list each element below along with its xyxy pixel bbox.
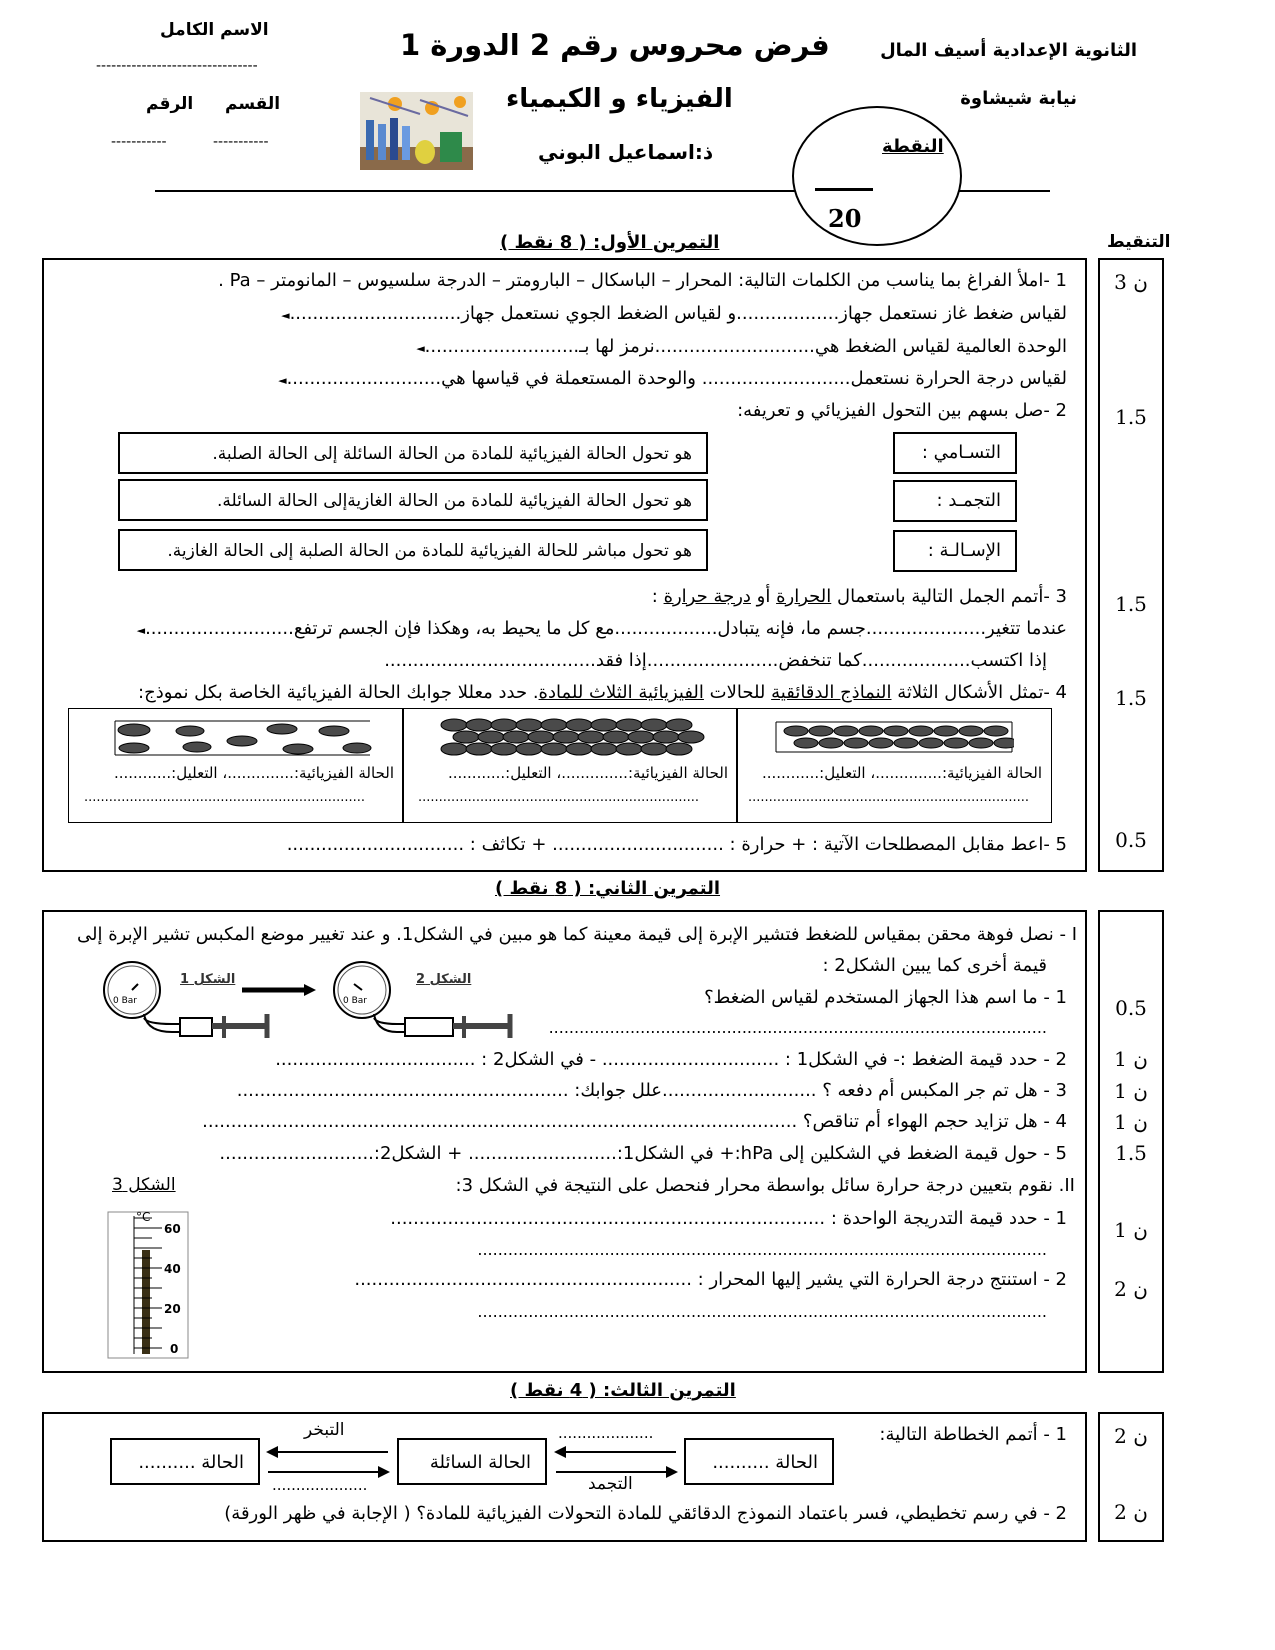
solid-particle [616,743,642,755]
solid-particle [578,731,604,743]
liquid-particle [844,738,868,748]
ex3-q2: 2 - في رسم تخطيطي، فسر باعتماد النموذج الدقائقي للمادة التحولات الفيزيائية للمادة؟ ( الإجابة في ظهر الورقة) [224,1503,1067,1524]
therm-unit: °C [136,1210,151,1224]
liquid-particle [944,738,968,748]
solid-particle [541,719,567,731]
number-blank[interactable]: ----------- [111,134,167,150]
ex1-q1-c [270,368,1067,389]
ex1-q3-word-temperature: درجة حرارة [663,586,751,607]
lab-illustration [360,92,473,170]
ex1-q3-a [129,618,1067,639]
solid-cell-label: الحالة الفيزيائية:..............، التعليل:............ [447,764,728,782]
ex2-q4: 4 - هل تزايد حجم الهواء أم تناقص؟ ........................................................................................................ [202,1111,1067,1132]
fig3-label: الشكل 3 [112,1175,176,1195]
state-box-liquid: الحالة السائلة [397,1438,547,1485]
grading-column-title: التنقيط [1107,232,1171,252]
therm-tick-20: 20 [164,1302,181,1316]
teacher-name: ذ:اسماعيل البوني [538,140,714,164]
number-label: الرقم [146,94,194,114]
liquid-particle [819,738,843,748]
ex2-q1: 1 - ما اسم هذا الجهاز المستخدم لقياس الضغط؟ [704,987,1067,1008]
ex1-q1-a [273,303,1067,324]
ex1-score-3: 1.5 [1115,592,1147,616]
section-blank[interactable]: ----------- [213,134,269,150]
gas-model [112,718,374,758]
liquid-particle [884,726,908,736]
ex1-q4 [138,682,1067,703]
solid-particle [466,743,492,755]
gauge1-unit: 0 Bar [113,996,137,1006]
therm-tick-40: 40 [164,1262,181,1276]
ex1-title: التمرين الأول: ( 8 نقط ) [500,232,720,253]
liquid-particle [919,738,943,748]
definition-3[interactable]: هو تحول مباشر للحالة الفيزيائية للمادة من الحالة الصلبة إلى الحالة الغازية. [118,529,708,571]
solid-particle [478,731,504,743]
ex2-score-1: 0.5 [1115,996,1147,1020]
solid-particle [678,731,704,743]
ex1-q1: 1 -املأ الفراغ بما يناسب من الكلمات التالية: المحرار – الباسكال – البارومتر – الدرجة سلسيوس – المانومتر – Pa . [218,270,1067,291]
liquid-particle [909,726,933,736]
ex1-q4-underline-1: النماذج الدقائقية [771,682,892,703]
bullet-icon: ◄ [278,374,287,387]
liquid-particle [834,726,858,736]
ex1-q4-underline-2: الفيزيائية الثلاث للمادة [538,682,704,703]
ex1-score-5: 0.5 [1115,828,1147,852]
solid-particle [528,731,554,743]
liquid-particle [784,726,808,736]
gas-cell-label: الحالة الفيزيائية:..............، التعليل:............ [113,764,394,782]
ex2-part2: II. نقوم بتعيين درجة حرارة سائل بواسطة محرار فنحصل على النتيجة في الشكل 3: [455,1175,1075,1196]
blank-upper[interactable]: .................... [558,1424,654,1442]
term-solidification[interactable]: التجمـد : [893,480,1017,522]
ex2-intro-a: I - نصل فوهة محقن بمقياس للضغط فتشير الإبرة إلى قيمة معينة كما هو مبين في الشكل1. و عند تغيير موضع المكبس تشير الإبرة إلى [77,924,1077,945]
ex1-q5: 5 -اعط مقابل المصطلحات الآتية : + حرارة : .............................. + تكاثف : ............................... [286,834,1067,855]
solid-particle [591,743,617,755]
solid-particle [516,719,542,731]
fig2-label: الشكل 2 [416,972,472,987]
ex2-p2-q2-answer[interactable]: ................................................................................................................ [477,1302,1047,1321]
solid-particle [553,731,579,743]
fig1-label: الشكل 1 [180,972,236,987]
directorate: نيابة شيشاوة [960,88,1077,109]
gauge2-unit: 0 Bar [343,996,367,1006]
liquid-particle [969,738,993,748]
ex1-score-2: 1.5 [1115,405,1147,429]
solid-particle [591,719,617,731]
solid-particle [666,719,692,731]
ex1-q4-pre: 4 -تمثل الأشكال الثلاثة [891,682,1067,703]
grade-circle [792,106,962,246]
ex1-q4-mid: للحالات [703,682,772,703]
ex1-q1-b [408,336,1067,357]
liquid-particle [809,726,833,736]
solid-particle [503,731,529,743]
ex1-q1-c-text: لقياس درجة الحرارة نستعمل.......................... والوحدة المستعملة في قياسها هي........................... [286,368,1067,389]
solid-particle [628,731,654,743]
exam-title: فرض محروس رقم 2 الدورة 1 [400,28,830,62]
gas-cell-dots[interactable]: .................................................................... [84,790,365,805]
state-box-left[interactable]: الحالة .......... [110,1438,260,1485]
ex2-score-5: 1.5 [1115,1141,1147,1165]
solid-particle [491,719,517,731]
ex1-q1-a-text: لقياس ضغط غاز نستعمل جهاز..................و لقياس الضغط الجوي نستعمل جهاز.............................. [289,303,1067,324]
school-name: الثانوية الإعدادية أسيف المال [880,40,1137,61]
blank-lower[interactable]: .................... [272,1476,368,1494]
bullet-icon: ◄ [136,624,146,637]
liquid-particle [859,726,883,736]
definition-1[interactable]: هو تحول الحالة الفيزيائية للمادة من الحالة السائلة إلى الحالة الصلبة. [118,432,708,474]
liquid-particle [994,738,1014,748]
liquid-particle [894,738,918,748]
evaporation-label: التبخر [304,1420,345,1440]
solid-particle [466,719,492,731]
ex2-intro-b: قيمة أخرى كما يبين الشكل2 : [822,955,1047,976]
models-divider-1 [402,708,404,823]
liquid-cell-dots[interactable]: .................................................................... [748,790,1029,805]
solid-particle [441,743,467,755]
solid-particle [541,743,567,755]
liquid-particle [869,738,893,748]
liquid-model [774,720,1014,754]
ex1-q2: 2 -صل بسهم بين التحول الفيزيائي و تعريفه: [737,400,1067,421]
solid-particle [491,743,517,755]
ex2-q5: 5 - حول قيمة الضغط في الشكلين إلى hPa:+ في الشكل1:.......................... + الشكل2:........................... [219,1143,1067,1164]
ex3-title: التمرين الثالث: ( 4 نقط ) [510,1380,736,1401]
therm-tick-60: 60 [164,1222,181,1236]
solid-particle [641,743,667,755]
ex2-p2-q1: 1 - حدد قيمة التدريجة الواحدة : ............................................................................ [390,1208,1067,1229]
solid-particle [453,731,479,743]
term-sublimation[interactable]: التسـامي : [893,432,1017,474]
grade-label: النقطة [882,136,944,157]
ex1-q3-post: : [651,586,664,607]
ex2-q1-answer[interactable]: .................................................................................................. [548,1018,1047,1037]
subject-title: الفيزياء و الكيمياء [506,84,733,114]
ex3-score-1: 2 ن [1114,1424,1148,1448]
solid-particle [566,743,592,755]
solid-particle [516,743,542,755]
solid-model [440,718,710,758]
ex2-p2-q1-answer[interactable]: ................................................................................................................ [477,1240,1047,1259]
ex3-q1: 1 - أتمم الخطاطة التالية: [879,1424,1067,1445]
ex2-score-7: 2 ن [1114,1277,1148,1301]
solid-particle [603,731,629,743]
solid-particle [653,731,679,743]
solid-particle [566,719,592,731]
ex1-q3 [652,586,1067,607]
ex1-q3-word-heat: الحرارة [776,586,832,607]
ex2-score-2: 1 ن [1114,1047,1148,1071]
solid-particle [666,743,692,755]
ex1-score-1: 3 ن [1114,270,1148,294]
ex2-q3: 3 - هل تم جر المكبس أم دفعه ؟ ...........................علل جوابك: .......................................................... [236,1080,1067,1101]
ex1-score-4: 1.5 [1115,686,1147,710]
ex1-score-box [1098,258,1164,872]
freezing-label: التجمد [588,1474,633,1494]
grade-fraction-bar [815,188,873,191]
ex1-q3-b: إذا اكتسب...................كما تنخفض.......................إذا فقد..................................... [384,650,1047,671]
full-name-label: الاسم الكامل [160,20,269,40]
full-name-blank[interactable]: -------------------------------- [96,58,258,74]
models-divider-2 [736,708,738,823]
grade-max: 20 [828,204,862,233]
ex1-q3-pre: 3 -أتمم الجمل التالية باستعمال [831,586,1067,607]
ex1-q3-a-text: عندما تتغير.....................جسم ما، فإنه يتبادل..................مع كل ما يحيط به، وهكذا فإن الجسم ترتفع.......................... [145,618,1067,639]
ex2-q2: 2 - حدد قيمة الضغط :- في الشكل1 : ............................... - في الشكل2 : ................................... [275,1049,1067,1070]
liquid-particle [984,726,1008,736]
liquid-particle [959,726,983,736]
solid-cell-dots[interactable]: .................................................................... [418,790,699,805]
bullet-icon: ◄ [416,342,425,355]
bullet-icon: ◄ [281,309,290,322]
term-liquefaction[interactable]: الإسـالـة : [893,530,1017,572]
ex1-q1-b-text: الوحدة العالمية لقياس الضغط هي............................نرمز لها بـ........................... [424,336,1067,357]
ex1-q3-mid: أو [750,586,777,607]
ex1-q4-post: . حدد معللا جوابك الحالة الفيزيائية الخاصة بكل نموذج: [138,682,539,703]
solid-particle [441,719,467,731]
liquid-particle [934,726,958,736]
liquid-cell-label: الحالة الفيزيائية:..............، التعليل:............ [761,764,1042,782]
definition-2[interactable]: هو تحول الحالة الفيزيائية للمادة من الحالة الغازيةإلى الحالة السائلة. [118,479,708,521]
liquid-particle [794,738,818,748]
ex3-score-2: 2 ن [1114,1500,1148,1524]
state-box-right[interactable]: الحالة .......... [684,1438,834,1485]
ex2-score-3: 1 ن [1114,1079,1148,1103]
therm-tick-0: 0 [170,1342,179,1356]
ex2-title: التمرين الثاني: ( 8 نقط ) [495,878,721,899]
ex2-p2-q2: 2 - استنتج درجة الحرارة التي يشير إليها المحرار : ........................................................... [354,1269,1067,1290]
ex2-score-4: 1 ن [1114,1110,1148,1134]
solid-particle [616,719,642,731]
section-label: القسم [225,94,281,114]
ex2-score-6: 1 ن [1114,1218,1148,1242]
solid-particle [641,719,667,731]
